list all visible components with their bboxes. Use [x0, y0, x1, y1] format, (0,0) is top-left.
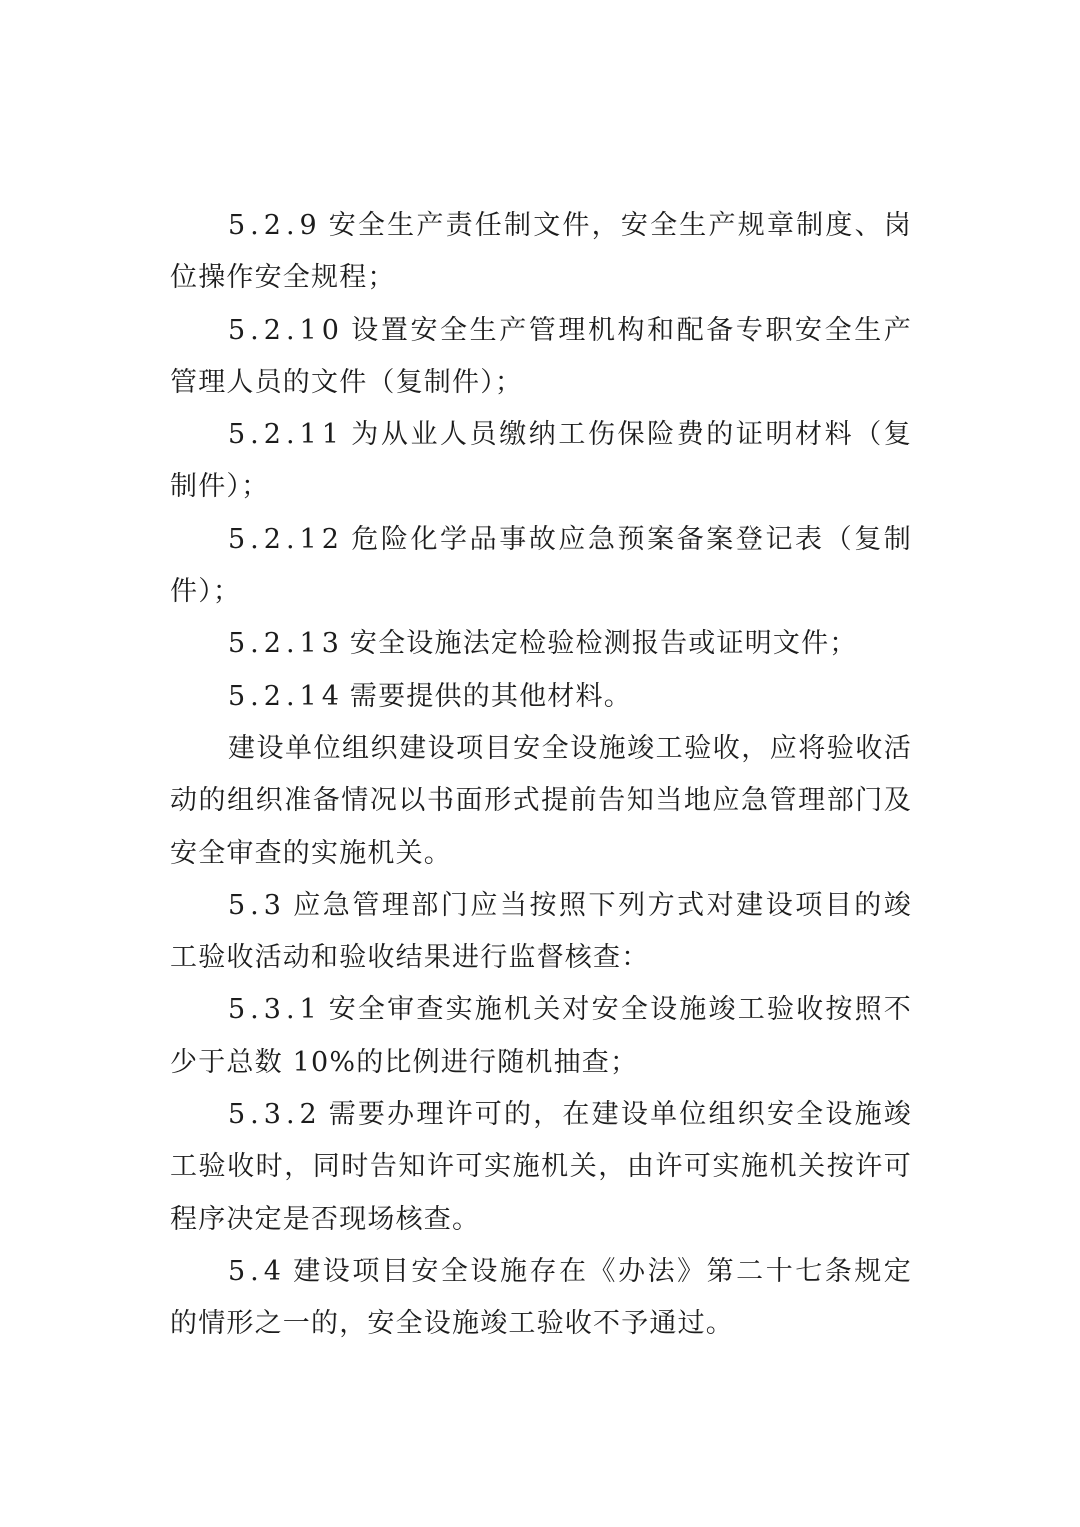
clause-number: 5.2.9 — [228, 210, 322, 241]
clause-number: 5.2.11 — [228, 419, 344, 451]
paragraph-5-2-9 — [170, 200, 912, 305]
paragraph-5-2-10 — [170, 305, 912, 410]
paragraph-5-3 — [170, 880, 912, 985]
clause-text: 安全生产责任制文件，安全生产规章制度、岗位操作安全规程； — [170, 210, 912, 294]
clause-text: 建设项目安全设施存在《办法》第二十七条规定的情形之一的，安全设施竣工验收不予通过。 — [170, 1255, 912, 1340]
paragraph-acceptance-notice — [170, 723, 912, 880]
paragraph-5-2-14 — [170, 671, 912, 723]
paragraph-5-2-13 — [170, 618, 912, 670]
clause-number: 5.3.1 — [228, 994, 322, 1026]
clause-number: 5.3.2 — [228, 1099, 322, 1131]
paragraph-5-3-1 — [170, 984, 912, 1089]
paragraph-5-2-12 — [170, 514, 912, 619]
clause-number: 5.3 — [228, 889, 286, 921]
paragraph-5-3-2 — [170, 1089, 912, 1246]
clause-text: 应急管理部门应当按照下列方式对建设项目的竣工验收活动和验收结果进行监督核查： — [170, 889, 912, 974]
clause-text: 危险化学品事故应急预案备案登记表（复制件）； — [170, 523, 912, 608]
clause-text: 为从业人员缴纳工伤保险费的证明材料（复制件）； — [170, 419, 912, 503]
clause-number: 5.2.12 — [228, 523, 344, 555]
clause-text: 设置安全生产管理机构和配备专职安全生产管理人员的文件（复制件）； — [170, 314, 912, 398]
paragraph-5-2-11 — [170, 409, 912, 514]
clause-text: 安全审查实施机关对安全设施竣工验收按照不少于总数 10%的比例进行随机抽查； — [170, 994, 912, 1078]
clause-number: 5.2.14 — [228, 680, 344, 712]
paragraph-text: 建设单位组织建设项目安全设施竣工验收，应将验收活动的组织准备情况以书面形式提前告知当地应急管理部门及安全审查的实施机关。 — [170, 732, 912, 869]
paragraph-5-4 — [170, 1246, 912, 1351]
clause-number: 5.2.13 — [228, 628, 344, 660]
clause-text: 安全设施法定检验检测报告或证明文件； — [349, 628, 858, 660]
clause-number: 5.4 — [228, 1255, 286, 1287]
clause-text: 需要办理许可的，在建设单位组织安全设施竣工验收时，同时告知许可实施机关，由许可实施机关按许可程序决定是否现场核查。 — [170, 1099, 912, 1235]
clause-text: 需要提供的其他材料。 — [349, 680, 632, 712]
clause-number: 5.2.10 — [228, 314, 344, 346]
document-body — [170, 200, 912, 1351]
